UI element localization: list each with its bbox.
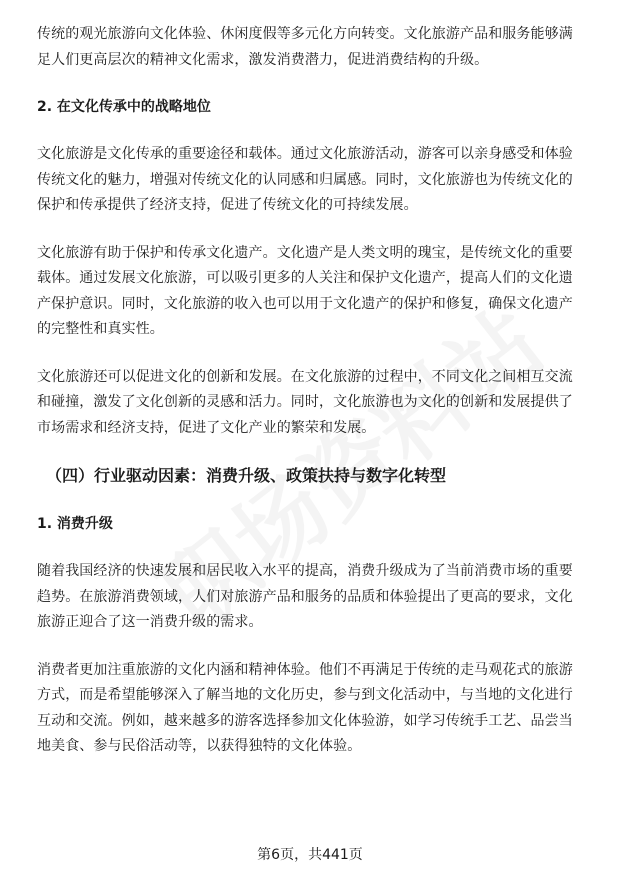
subsection-heading: 1. 消费升级 <box>37 516 113 532</box>
paragraph: 消费者更加注重旅游的文化内涵和精神体验。他们不再满足于传统的走马观花式的旅游方式，而是希望能够深入了解当地的文化历史，参与到文化活动中，与当地的文化进行互动和交流。例如，越来越多的游客选择参加文化体验游，如学习传统手工艺、品尝当地美食、参与民俗活动等，以获得独特的文化体验。 <box>37 661 573 754</box>
subsection-heading: 2. 在文化传承中的战略地位 <box>37 99 211 115</box>
paragraph: 文化旅游是文化传承的重要途径和载体。通过文化旅游活动，游客可以亲身感受和体验传统文化的魅力，增强对传统文化的认同感和归属感。同时，文化旅游也为传统文化的保护和传承提供了经济支持，促进了传统文化的可持续发展。 <box>37 146 573 213</box>
paragraph: 传统的观光旅游向文化体验、休闲度假等多元化方向转变。文化旅游产品和服务能够满足人们更高层次的精神文化需求，激发消费潜力，促进消费结构的升级。 <box>37 26 573 68</box>
paragraph: 文化旅游有助于保护和传承文化遗产。文化遗产是人类文明的瑰宝，是传统文化的重要载体。通过发展文化旅游，可以吸引更多的人关注和保护文化遗产，提高人们的文化遗产保护意识。同时，文化旅游的收入也可以用于文化遗产的保护和修复，确保文化遗产的完整性和真实性。 <box>37 244 573 337</box>
document-page <box>37 22 583 760</box>
section-heading: （四）行业驱动因素：消费升级、政策扶持与数字化转型 <box>46 466 447 485</box>
page-number: 第6页，共441页 <box>257 847 363 863</box>
paragraph: 文化旅游还可以促进文化的创新和发展。在文化旅游的过程中，不同文化之间相互交流和碰撞，激发了文化创新的灵感和活力。同时，文化旅游也为文化的创新和发展提供了市场需求和经济支持，促进了文化产业的繁荣和发展。 <box>37 368 573 436</box>
paragraph: 随着我国经济的快速发展和居民收入水平的提高，消费升级成为了当前消费市场的重要趋势。在旅游消费领域，人们对旅游产品和服务的品质和体验提出了更高的要求，文化旅游正迎合了这一消费升级的需求。 <box>37 563 573 630</box>
